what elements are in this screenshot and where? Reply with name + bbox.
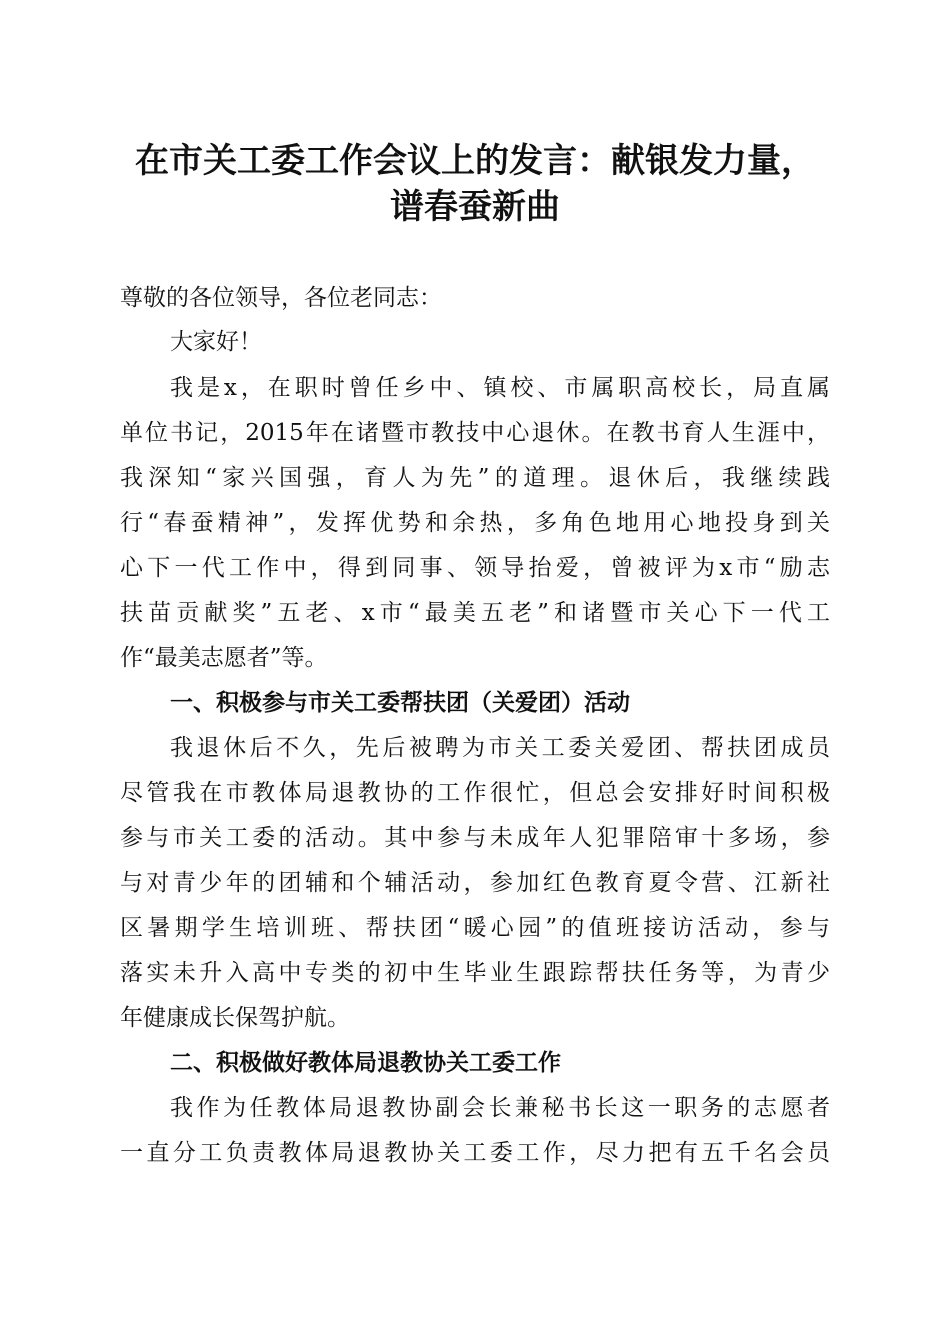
intro-line: 我深知“家兴国强，育人为先”的道理。退休后，我继续践 bbox=[120, 465, 830, 491]
greeting: 大家好！ bbox=[170, 329, 262, 355]
intro-line: 单位书记，2015年在诸暨市教技中心退休。在教书育人生涯中， bbox=[120, 420, 830, 446]
document-title-line-2: 谱春蚕新曲 bbox=[390, 187, 560, 227]
section-2-line: 一直分工负责教体局退教协关工委工作，尽力把有五千名会员 bbox=[120, 1140, 830, 1166]
section-1-line: 我退休后不久，先后被聘为市关工委关爱团、帮扶团成员 bbox=[170, 735, 830, 761]
section-1-line: 与对青少年的团辅和个辅活动，参加红色教育夏令营、江新社 bbox=[120, 870, 830, 896]
document-title-line-1: 在市关工委工作会议上的发言：献银发力量， bbox=[135, 141, 815, 181]
intro-line: 作“最美志愿者”等。 bbox=[120, 645, 328, 671]
salutation: 尊敬的各位领导，各位老同志： bbox=[120, 285, 442, 311]
section-2-heading: 二、积极做好教体局退教协关工委工作 bbox=[170, 1050, 561, 1076]
intro-line: 行“春蚕精神”，发挥优势和余热，多角色地用心地投身到关 bbox=[120, 510, 830, 536]
section-1-line: 年健康成长保驾护航。 bbox=[120, 1005, 350, 1031]
section-1-line: 区暑期学生培训班、帮扶团“暖心园”的值班接访活动，参与 bbox=[120, 915, 830, 941]
section-1-line: 参与市关工委的活动。其中参与未成年人犯罪陪审十多场，参 bbox=[120, 825, 830, 851]
section-1-line: 落实未升入高中专类的初中生毕业生跟踪帮扶任务等，为青少 bbox=[120, 960, 830, 986]
intro-line: 心下一代工作中，得到同事、领导抬爱，曾被评为x市“励志 bbox=[120, 555, 830, 581]
section-1-line: 尽管我在市教体局退教协的工作很忙，但总会安排好时间积极 bbox=[120, 780, 830, 806]
section-1-heading: 一、积极参与市关工委帮扶团（关爱团）活动 bbox=[170, 690, 630, 716]
section-2-line: 我作为任教体局退教协副会长兼秘书长这一职务的志愿者 bbox=[170, 1095, 830, 1121]
intro-line: 扶苗贡献奖”五老、x市“最美五老”和诸暨市关心下一代工 bbox=[120, 600, 830, 626]
intro-line: 我是x，在职时曾任乡中、镇校、市属职高校长，局直属 bbox=[170, 375, 830, 401]
